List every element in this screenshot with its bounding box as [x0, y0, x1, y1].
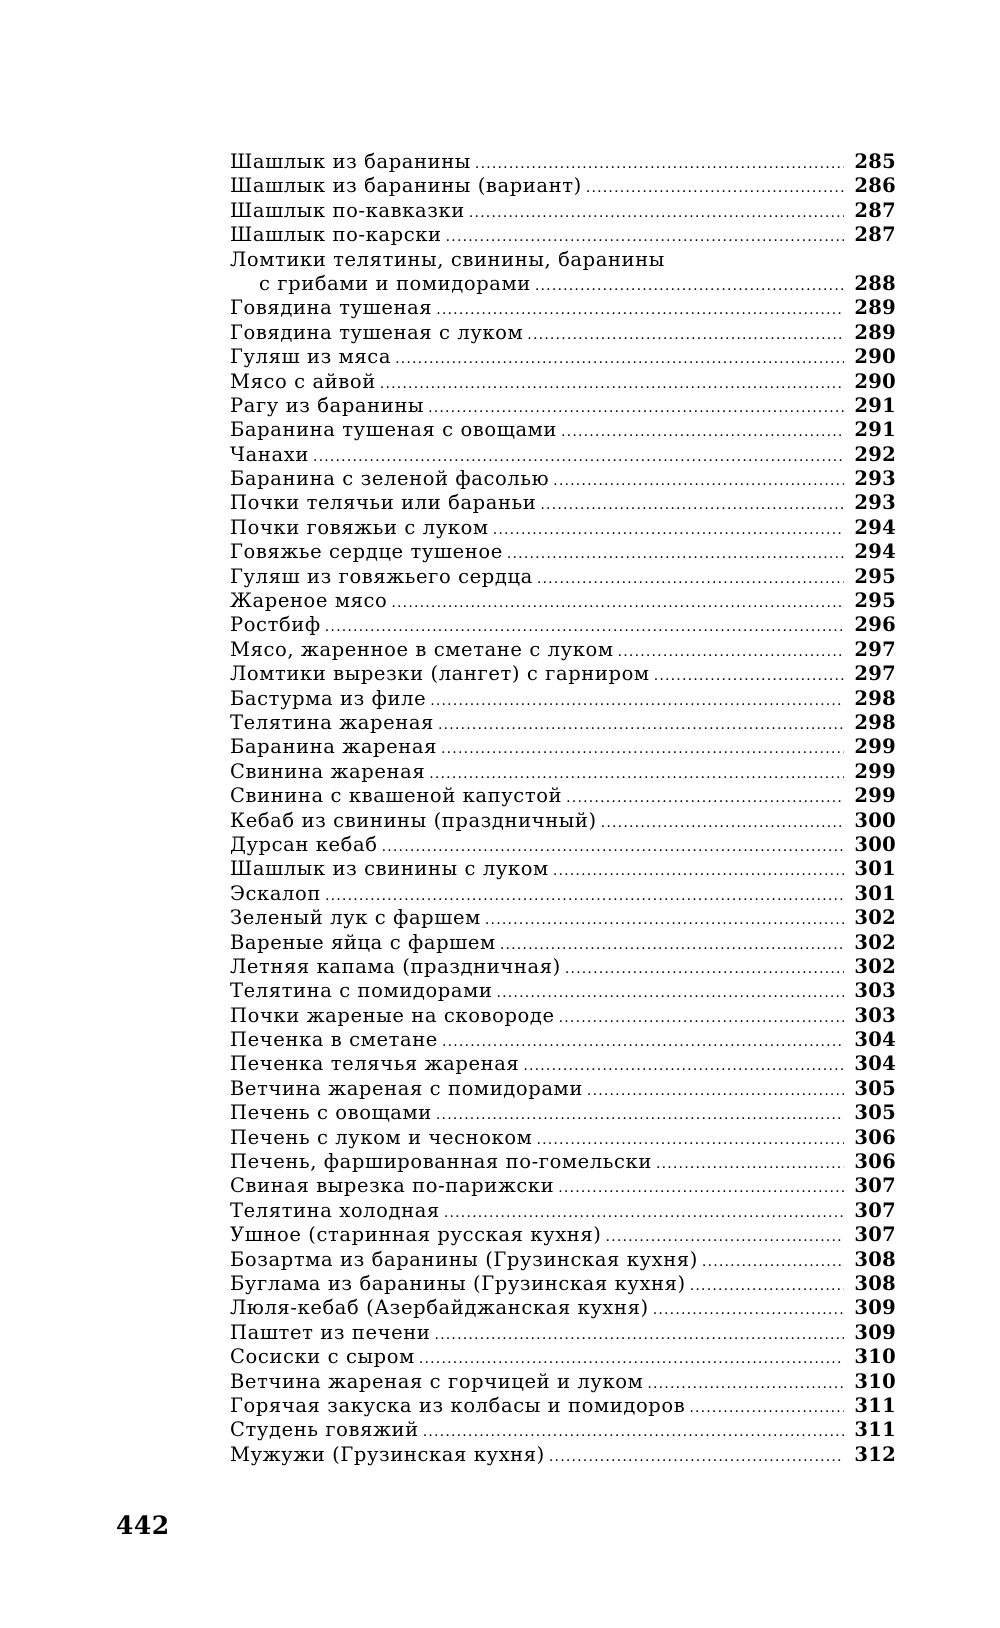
- toc-entry: [230, 1052, 896, 1076]
- dot-leader: [438, 713, 844, 737]
- toc-entry-page: 304: [854, 1028, 896, 1052]
- toc-entry-page: 308: [854, 1247, 896, 1271]
- toc-entry-page: 289: [854, 296, 896, 320]
- dot-leader: [395, 347, 844, 371]
- toc-entry-title: Баранина тушеная с овощами: [230, 418, 558, 442]
- toc-entry-title: Дурсан кебаб: [230, 832, 378, 856]
- toc-entry-title: Чанахи: [230, 442, 309, 466]
- toc-entry-title: Ломтики телятины, свинины, баранины: [230, 247, 665, 271]
- toc-entry: [230, 1272, 896, 1296]
- toc-entry: [230, 1004, 896, 1028]
- toc-entry-title: Печень с овощами: [230, 1101, 432, 1125]
- toc-entry: [230, 370, 896, 394]
- toc-entry: [230, 1150, 896, 1174]
- dot-leader: [559, 1006, 844, 1030]
- dot-leader: [587, 1079, 844, 1103]
- toc-entry-title: Свинина с квашеной капустой: [230, 784, 563, 808]
- dot-leader: [561, 420, 844, 444]
- toc-entry-page: 298: [854, 686, 896, 710]
- toc-entry-title: Шашлык по-кавказки: [230, 198, 465, 222]
- toc-entry-page: 304: [854, 1052, 896, 1076]
- toc-entry-page: 302: [854, 930, 896, 954]
- toc-entry-page: 309: [854, 1296, 896, 1320]
- toc-entry-title: Буглама из баранины (Грузинская кухня): [230, 1271, 686, 1295]
- toc-entry: [230, 1296, 896, 1320]
- dot-leader: [313, 445, 844, 469]
- toc-entry: [230, 931, 896, 955]
- toc-entry-title: Печенка в сметане: [230, 1028, 438, 1052]
- toc-entry: [230, 491, 896, 515]
- dot-leader: [325, 615, 844, 639]
- dot-leader: [469, 201, 844, 225]
- dot-leader: [537, 567, 844, 591]
- toc-entry-title: Ушное (старинная русская кухня): [230, 1223, 602, 1247]
- toc-entry-page: 302: [854, 906, 896, 930]
- toc-entry: [230, 1077, 896, 1101]
- dot-leader: [500, 933, 844, 957]
- toc-entry-page: 295: [854, 589, 896, 613]
- dot-leader: [380, 372, 844, 396]
- toc-entry: [230, 174, 896, 198]
- toc-entry: [230, 1028, 896, 1052]
- toc-entry: [230, 662, 896, 686]
- dot-leader: [419, 1347, 844, 1371]
- dot-leader: [647, 1372, 844, 1396]
- toc-entry: [230, 1126, 896, 1150]
- toc-entry-title: Шашлык из свинины с луком: [230, 857, 549, 881]
- toc-entry-title: Ветчина жареная с помидорами: [230, 1076, 583, 1100]
- toc-entry-title: Печенка телячья жареная: [230, 1052, 520, 1076]
- toc-entry-title: Эскалоп: [230, 881, 321, 905]
- toc-entry: [230, 418, 896, 442]
- toc-entry: [230, 589, 896, 613]
- dot-leader: [565, 957, 844, 981]
- toc-entry: [230, 1101, 896, 1125]
- toc-entry-title: Мясо с айвой: [230, 369, 376, 393]
- toc-entry-title: Ветчина жареная с горчицей и луком: [230, 1369, 644, 1393]
- toc-entry-page: 287: [854, 198, 896, 222]
- toc-entry-title: Люля-кебаб (Азербайджанская кухня): [230, 1296, 649, 1320]
- toc-entry-page: 286: [854, 174, 896, 198]
- dot-leader: [429, 762, 844, 786]
- dot-leader: [586, 176, 844, 200]
- dot-leader: [325, 884, 844, 908]
- toc-entry-title: Телятина холодная: [230, 1198, 440, 1222]
- toc-entry-page: 309: [854, 1320, 896, 1344]
- toc-entry-title: Ростбиф: [230, 613, 321, 637]
- toc-entry-title: Телятина с помидорами: [230, 979, 493, 1003]
- toc-entry-title: Баранина жареная: [230, 735, 437, 759]
- toc-entry-title: Паштет из печени: [230, 1320, 431, 1344]
- dot-leader: [618, 640, 844, 664]
- toc-entry-page: 311: [854, 1418, 896, 1442]
- toc-entry-page: 289: [854, 320, 896, 344]
- toc-entry-page: 298: [854, 710, 896, 734]
- dot-leader: [475, 152, 844, 176]
- toc-entry-title: Горячая закуска из колбасы и помидоров: [230, 1393, 686, 1417]
- toc-entry-page: 311: [854, 1393, 896, 1417]
- toc-entry-title: Жареное мясо: [230, 589, 388, 613]
- toc-entry-title: Шашлык из баранины: [230, 150, 471, 173]
- toc-entry-page: 303: [854, 979, 896, 1003]
- toc-entry: [230, 1174, 896, 1198]
- toc-entry-page: 305: [854, 1076, 896, 1100]
- toc-entry-title: Бозартма из баранины (Грузинская кухня): [230, 1247, 698, 1271]
- toc-entry-title: Телятина жареная: [230, 710, 434, 734]
- dot-leader: [391, 591, 844, 615]
- toc-entry: [230, 638, 896, 662]
- toc-entry-page: 299: [854, 735, 896, 759]
- toc-entry-page: 293: [854, 467, 896, 491]
- toc-entry-page: 290: [854, 369, 896, 393]
- page-number: 442: [116, 1511, 170, 1540]
- toc-entry: [230, 443, 896, 467]
- dot-leader: [689, 1396, 844, 1420]
- toc-entry-page: 297: [854, 662, 896, 686]
- toc-entry-page: 295: [854, 564, 896, 588]
- dot-leader: [430, 689, 844, 713]
- table-of-contents: [230, 150, 896, 1467]
- toc-entry: [230, 687, 896, 711]
- toc-entry-title: с грибами и помидорами: [259, 271, 531, 295]
- dot-leader: [653, 1298, 844, 1322]
- dot-leader: [434, 1323, 844, 1347]
- toc-entry-page: 292: [854, 442, 896, 466]
- dot-leader: [428, 396, 844, 420]
- dot-leader: [507, 542, 844, 566]
- toc-entry-title: Летняя капама (праздничная): [230, 954, 561, 978]
- toc-entry: [230, 711, 896, 735]
- toc-entry-page: 301: [854, 881, 896, 905]
- toc-entry-page: 306: [854, 1150, 896, 1174]
- dot-leader: [527, 323, 844, 347]
- toc-entry-title: Шашлык из баранины (вариант): [230, 174, 582, 198]
- toc-entry: [230, 1223, 896, 1247]
- dot-leader: [446, 225, 844, 249]
- dot-leader: [656, 1152, 844, 1176]
- toc-entry-title: Мясо, жаренное в сметане с луком: [230, 637, 614, 661]
- dot-leader: [553, 469, 844, 493]
- dot-leader: [493, 518, 844, 542]
- dot-leader: [485, 908, 844, 932]
- toc-entry-page: 308: [854, 1271, 896, 1295]
- toc-entry-title: Вареные яйца с фаршем: [230, 930, 496, 954]
- toc-entry: [230, 394, 896, 418]
- toc-entry: [230, 321, 896, 345]
- toc-entry-page: 303: [854, 1003, 896, 1027]
- toc-entry-page: 312: [854, 1442, 896, 1466]
- dot-leader: [423, 1420, 844, 1444]
- dot-leader: [442, 1030, 844, 1054]
- toc-entry: [230, 979, 896, 1003]
- dot-leader: [436, 298, 844, 322]
- toc-entry-page: 307: [854, 1198, 896, 1222]
- toc-entry-title: Почки говяжьи с луком: [230, 515, 489, 539]
- dot-leader: [382, 835, 844, 859]
- toc-entry-page: 297: [854, 637, 896, 661]
- toc-entry: [230, 199, 896, 223]
- toc-entry-title: Говядина тушеная: [230, 296, 433, 320]
- dot-leader: [444, 1201, 844, 1225]
- toc-entry-title: Кебаб из свинины (праздничный): [230, 808, 597, 832]
- toc-entry-title: Свиная вырезка по-парижски: [230, 1174, 555, 1198]
- dot-leader: [523, 1054, 844, 1078]
- toc-entry-page: 287: [854, 223, 896, 247]
- toc-entry-page: 301: [854, 857, 896, 881]
- toc-entry-page: 306: [854, 1125, 896, 1149]
- toc-entry-title: Мужужи (Грузинская кухня): [230, 1442, 545, 1466]
- toc-entry-page: 307: [854, 1174, 896, 1198]
- dot-leader: [553, 859, 844, 883]
- dot-leader: [496, 981, 844, 1005]
- toc-entry-page: 305: [854, 1101, 896, 1125]
- toc-entry: [230, 223, 896, 247]
- toc-entry-page: 299: [854, 784, 896, 808]
- toc-entry: [230, 1443, 896, 1467]
- toc-entry-title: Сосиски с сыром: [230, 1345, 415, 1369]
- toc-entry-title: Рагу из баранины: [230, 393, 425, 417]
- toc-entry-title: Бастурма из филе: [230, 686, 427, 710]
- toc-entry-page: 299: [854, 759, 896, 783]
- toc-entry-page: 310: [854, 1369, 896, 1393]
- toc-entry-title: Почки телячьи или бараньи: [230, 491, 537, 515]
- toc-entry: [230, 613, 896, 637]
- dot-leader: [549, 1445, 844, 1469]
- toc-entry-title: Говядина тушеная с луком: [230, 320, 524, 344]
- toc-entry-page: 296: [854, 613, 896, 637]
- toc-entry-page: 300: [854, 832, 896, 856]
- dot-leader: [436, 1103, 844, 1127]
- toc-entry: [230, 467, 896, 491]
- toc-entry: [230, 760, 896, 784]
- toc-entry: [230, 906, 896, 930]
- dot-leader: [601, 811, 844, 835]
- toc-entry-title: Печень, фаршированная по-гомельски: [230, 1150, 652, 1174]
- toc-entry-title: Печень с луком и чесноком: [230, 1125, 533, 1149]
- dot-leader: [441, 737, 844, 761]
- toc-entry-page: 307: [854, 1223, 896, 1247]
- toc-entry-title: Гуляш из говяжьего сердца: [230, 564, 533, 588]
- toc-entry-page: 288: [854, 271, 896, 295]
- dot-leader: [690, 1274, 844, 1298]
- toc-entry: [230, 272, 896, 296]
- toc-entry: [230, 150, 896, 174]
- toc-entry: [230, 955, 896, 979]
- toc-entry: [230, 345, 896, 369]
- toc-entry: [230, 1248, 896, 1272]
- toc-entry-title: Свинина жареная: [230, 759, 426, 783]
- dot-leader: [535, 274, 844, 298]
- toc-entry-page: 302: [854, 954, 896, 978]
- toc-entry-title: Баранина с зеленой фасолью: [230, 467, 550, 491]
- toc-entry: [230, 882, 896, 906]
- toc-entry: [230, 784, 896, 808]
- toc-entry: [230, 833, 896, 857]
- toc-entry: [230, 540, 896, 564]
- toc-entry: [230, 857, 896, 881]
- toc-entry: [230, 1370, 896, 1394]
- toc-entry-page: 291: [854, 418, 896, 442]
- toc-entry-page: 291: [854, 393, 896, 417]
- dot-leader: [654, 664, 844, 688]
- dot-leader: [566, 786, 844, 810]
- toc-entry-page: 285: [854, 150, 896, 173]
- toc-entry-title: Студень говяжий: [230, 1418, 419, 1442]
- dot-leader: [536, 1128, 844, 1152]
- toc-entry: [230, 296, 896, 320]
- dot-leader: [702, 1250, 844, 1274]
- toc-entry-title: Гуляш из мяса: [230, 345, 392, 369]
- toc-entry-page: 293: [854, 491, 896, 515]
- toc-entry: [230, 1418, 896, 1442]
- toc-entry: [230, 1321, 896, 1345]
- toc-entry-page: 294: [854, 515, 896, 539]
- toc-entry-title: Почки жареные на сковороде: [230, 1003, 555, 1027]
- toc-entry-page: 300: [854, 808, 896, 832]
- toc-entry-title: Шашлык по-карски: [230, 223, 442, 247]
- toc-entry: [230, 565, 896, 589]
- dot-leader: [540, 493, 844, 517]
- toc-entry: [230, 248, 896, 272]
- toc-entry-title: Говяжье сердце тушеное: [230, 540, 503, 564]
- toc-entry: [230, 735, 896, 759]
- toc-entry-title: Ломтики вырезки (лангет) с гарниром: [230, 662, 650, 686]
- toc-entry: [230, 809, 896, 833]
- toc-entry-page: 310: [854, 1345, 896, 1369]
- dot-leader: [558, 1176, 844, 1200]
- dot-leader: [606, 1225, 844, 1249]
- toc-entry: [230, 516, 896, 540]
- toc-entry: [230, 1199, 896, 1223]
- toc-entry-page: 290: [854, 345, 896, 369]
- toc-entry-page: 294: [854, 540, 896, 564]
- toc-entry: [230, 1345, 896, 1369]
- toc-entry-title: Зеленый лук с фаршем: [230, 906, 481, 930]
- toc-entry: [230, 1394, 896, 1418]
